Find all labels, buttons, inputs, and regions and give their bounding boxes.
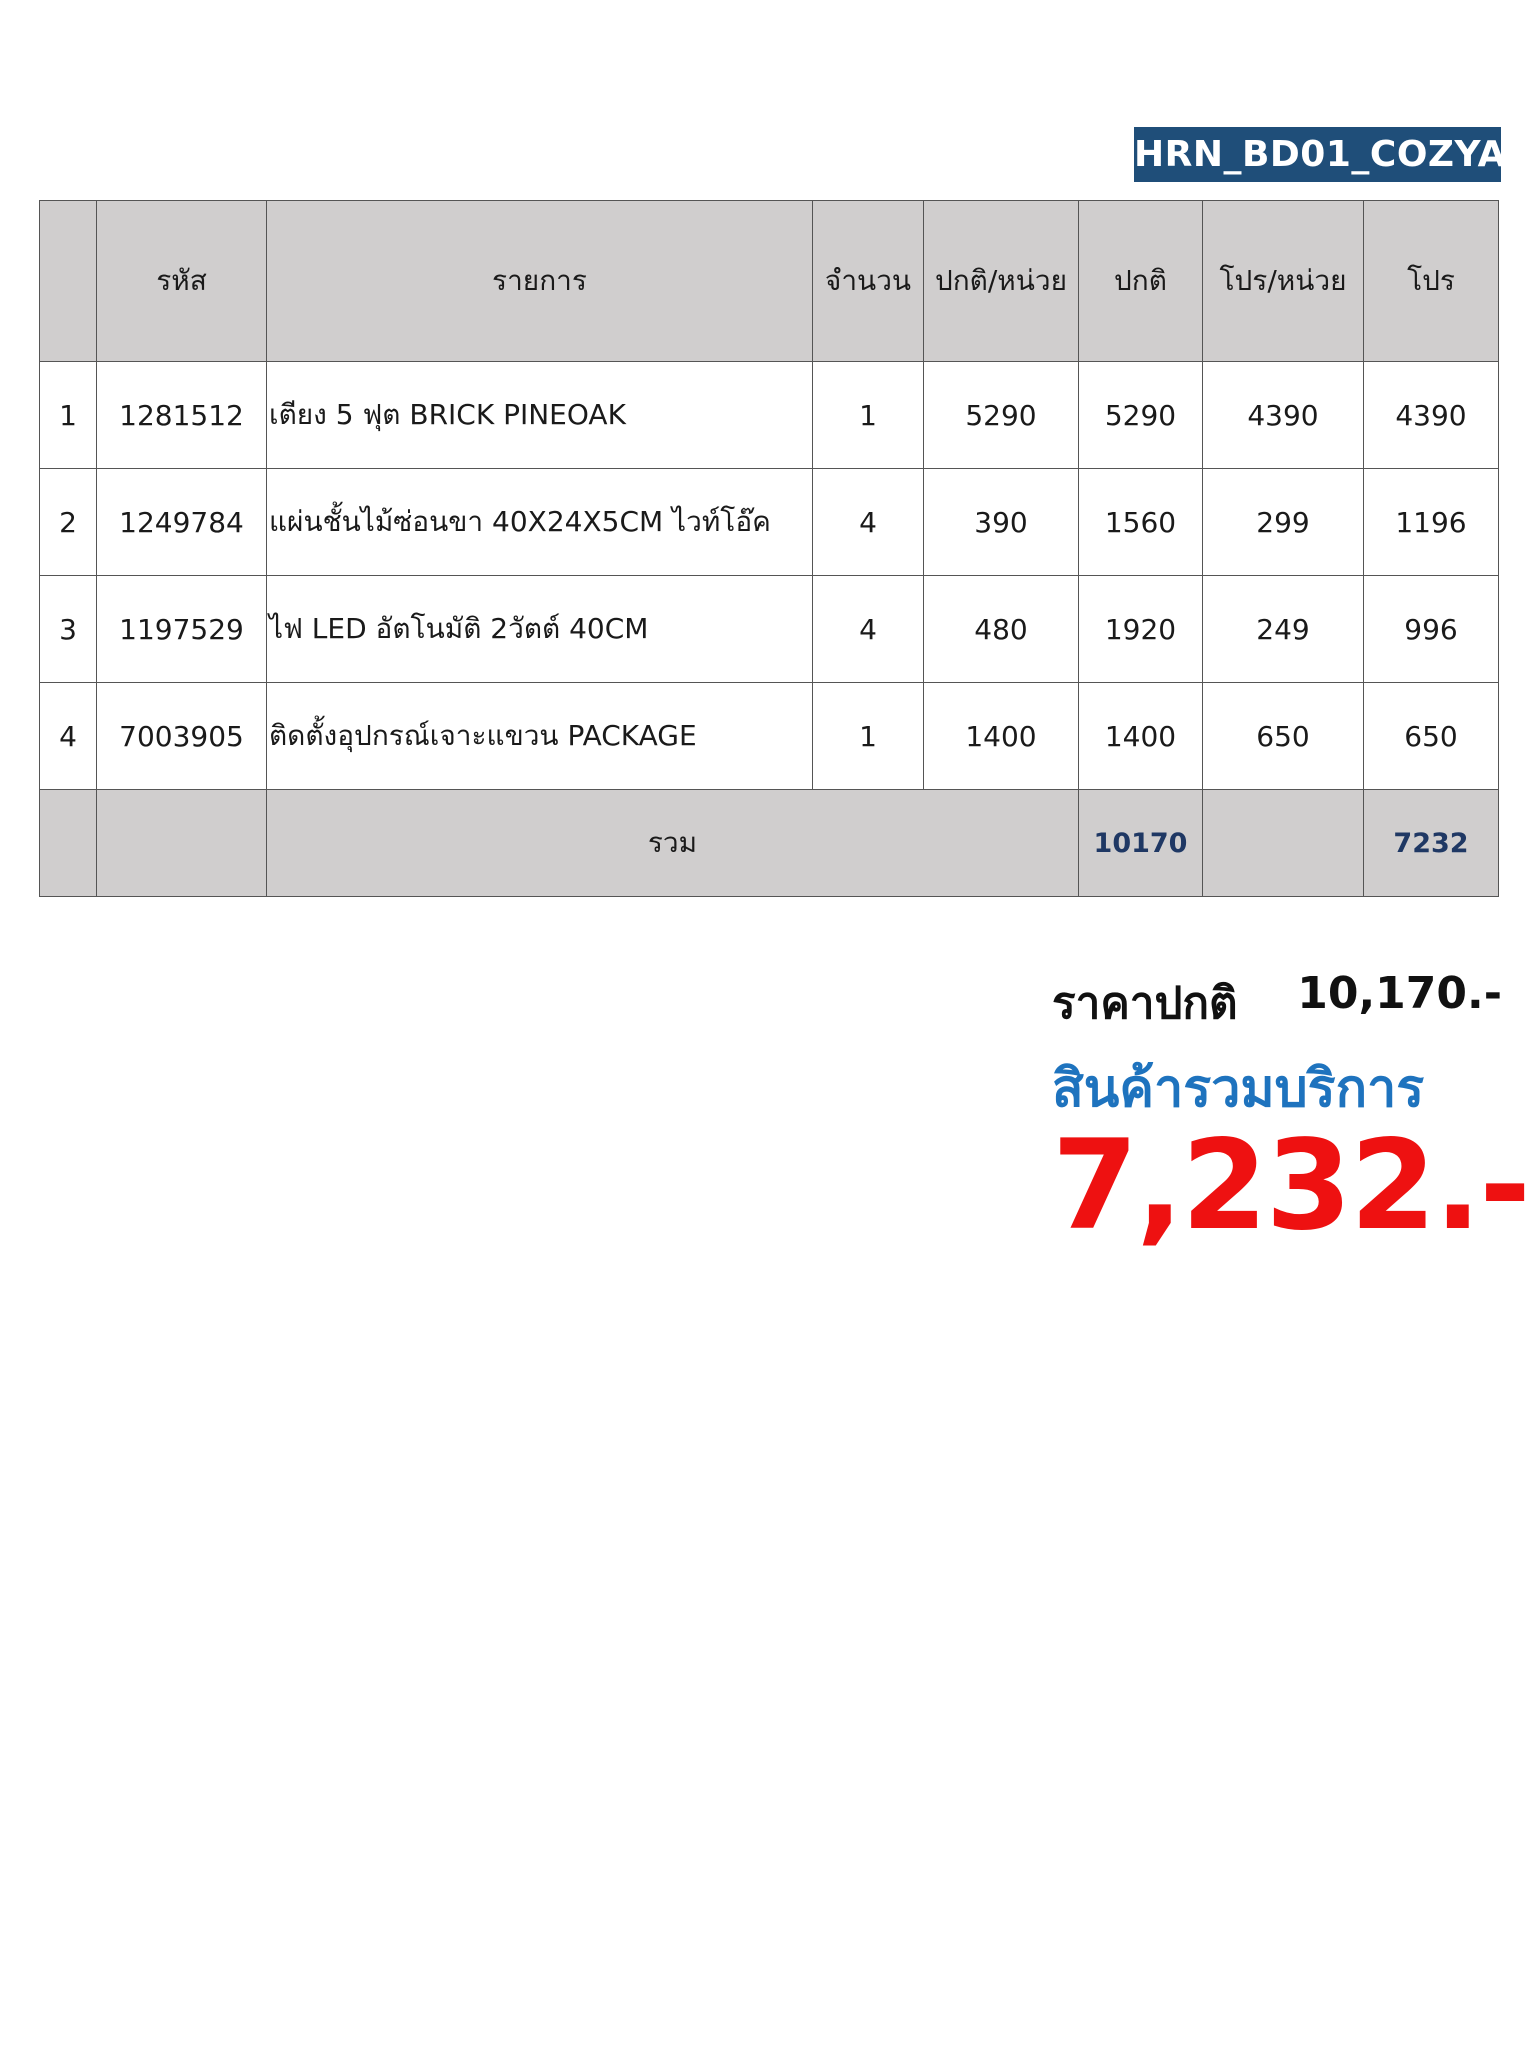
row-promo-unit: 299 <box>1203 469 1364 576</box>
row-index: 3 <box>40 576 97 683</box>
total-label: รวม <box>267 790 1079 897</box>
header-unit-price: ปกติ/หน่วย <box>924 201 1079 362</box>
row-qty: 4 <box>813 469 924 576</box>
row-promo-unit: 650 <box>1203 683 1364 790</box>
total-blank-promo-unit <box>1203 790 1364 897</box>
row-index: 1 <box>40 362 97 469</box>
table-header-row <box>40 201 1499 362</box>
bundle-label: สินค้ารวมบริการ <box>1052 1059 1425 1119</box>
row-code: 1281512 <box>97 362 267 469</box>
total-row <box>40 790 1499 897</box>
row-promo-unit: 4390 <box>1203 362 1364 469</box>
row-code: 1249784 <box>97 469 267 576</box>
header-promo: โปร <box>1364 201 1499 362</box>
row-item: แผ่นชั้นไม้ซ่อนขา 40X24X5CM ไวท์โอ๊ค <box>267 469 813 576</box>
row-qty: 4 <box>813 576 924 683</box>
row-price: 1920 <box>1079 576 1203 683</box>
product-code-badge: HRN_BD01_COZYA <box>1134 127 1501 182</box>
header-price: ปกติ <box>1079 201 1203 362</box>
row-item: เตียง 5 ฟุต BRICK PINEOAK <box>267 362 813 469</box>
row-unit-price: 5290 <box>924 362 1079 469</box>
row-code: 7003905 <box>97 683 267 790</box>
normal-price-summary <box>1052 968 1502 1034</box>
row-qty: 1 <box>813 362 924 469</box>
row-index: 2 <box>40 469 97 576</box>
header-index <box>40 201 97 362</box>
row-promo: 1196 <box>1364 469 1499 576</box>
row-promo: 650 <box>1364 683 1499 790</box>
header-promo-unit: โปร/หน่วย <box>1203 201 1364 362</box>
table-row <box>40 469 1499 576</box>
row-price: 1400 <box>1079 683 1203 790</box>
total-blank-index <box>40 790 97 897</box>
table-row <box>40 683 1499 790</box>
row-qty: 1 <box>813 683 924 790</box>
row-index: 4 <box>40 683 97 790</box>
header-item: รายการ <box>267 201 813 362</box>
normal-price-value: 10,170.- <box>1297 968 1502 1019</box>
row-code: 1197529 <box>97 576 267 683</box>
row-promo: 4390 <box>1364 362 1499 469</box>
row-price: 5290 <box>1079 362 1203 469</box>
total-price: 10170 <box>1079 790 1203 897</box>
row-price: 1560 <box>1079 469 1203 576</box>
normal-price-label: ราคาปกติ <box>1052 978 1238 1029</box>
quotation-table <box>39 200 1499 897</box>
total-promo: 7232 <box>1364 790 1499 897</box>
row-item: ไฟ LED อัตโนมัติ 2วัตต์ 40CM <box>267 576 813 683</box>
row-unit-price: 390 <box>924 469 1079 576</box>
row-unit-price: 480 <box>924 576 1079 683</box>
header-code: รหัส <box>97 201 267 362</box>
table-row <box>40 362 1499 469</box>
bundle-price: 7,232.- <box>1052 1114 1529 1258</box>
row-item: ติดตั้งอุปกรณ์เจาะแขวน PACKAGE <box>267 683 813 790</box>
header-qty: จำนวน <box>813 201 924 362</box>
row-promo: 996 <box>1364 576 1499 683</box>
row-unit-price: 1400 <box>924 683 1079 790</box>
table-row <box>40 576 1499 683</box>
total-blank-code <box>97 790 267 897</box>
row-promo-unit: 249 <box>1203 576 1364 683</box>
